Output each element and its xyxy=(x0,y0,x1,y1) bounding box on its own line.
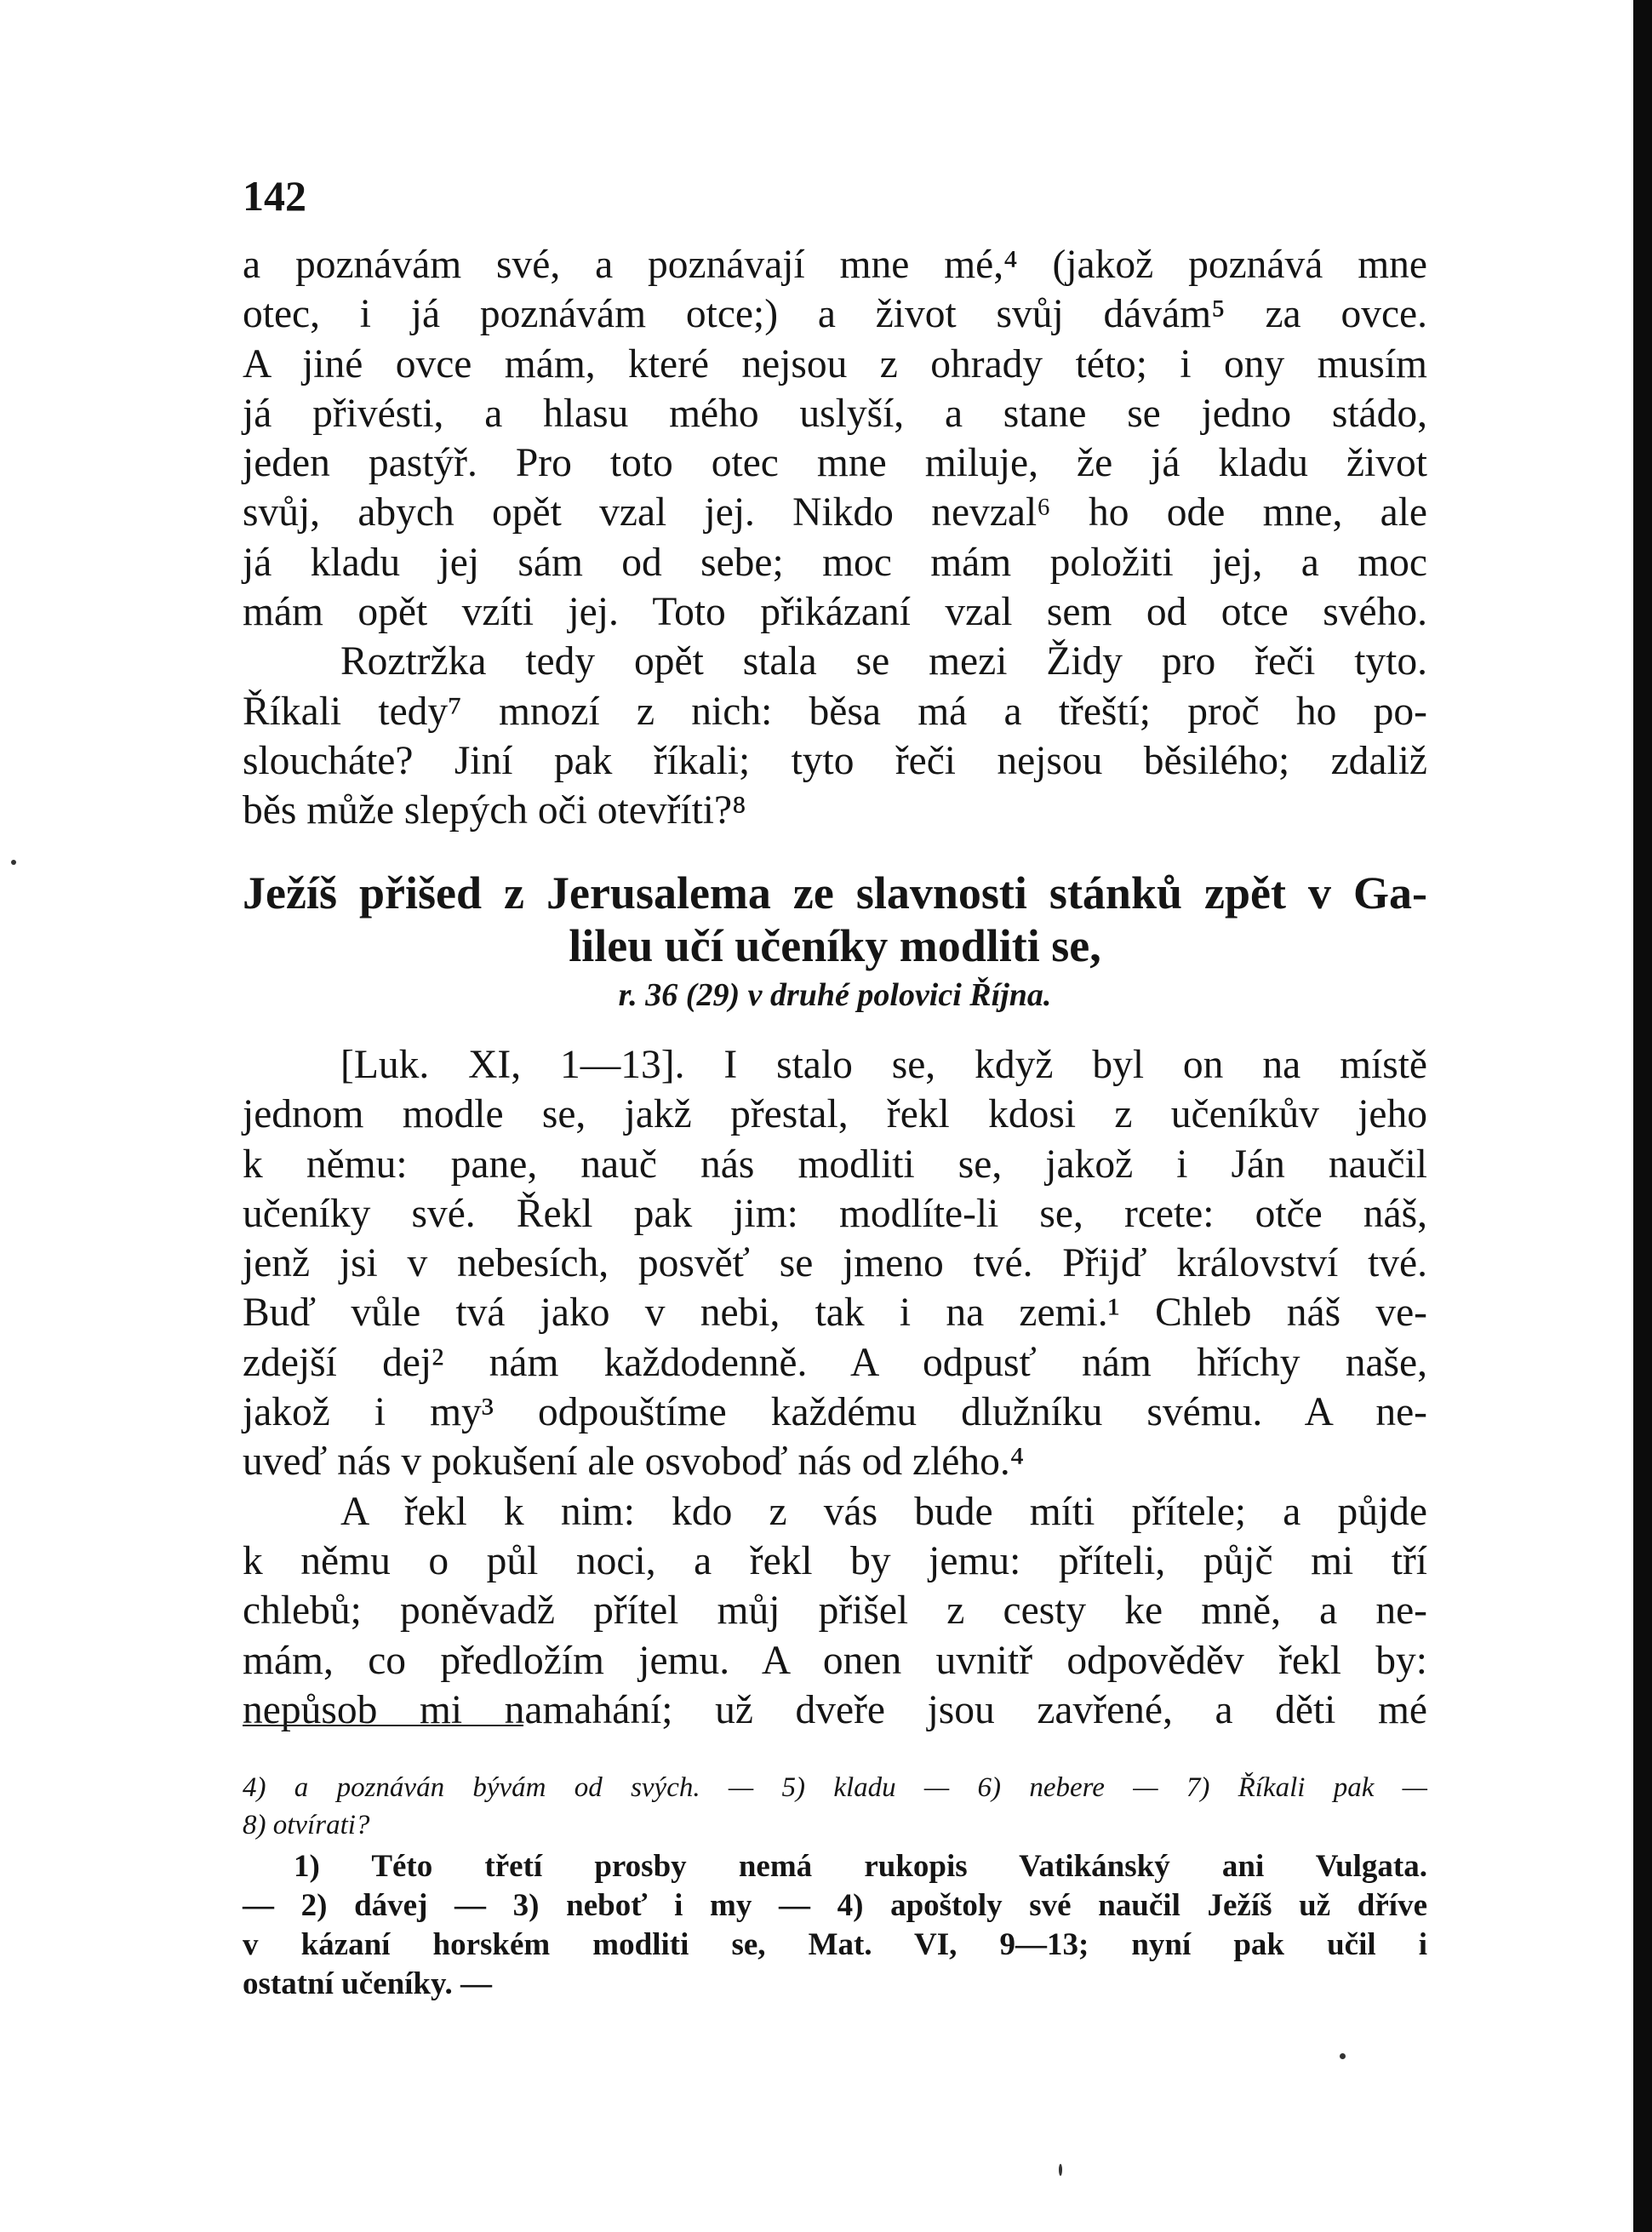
heading-date-line: r. 36 (29) v druhé polovici Října. xyxy=(618,977,1052,1013)
body-text-bottom xyxy=(243,1040,1427,1735)
paper-speck xyxy=(1059,2164,1062,2176)
footnote-line: 8) otvírati? xyxy=(243,1810,370,1840)
footnotes-first-group xyxy=(243,1769,1427,1844)
scan-edge-border xyxy=(1633,0,1652,2232)
footnotes-second-group xyxy=(243,1847,1427,2004)
text-line: A jiné ovce mám, které nejsou z ohrady této; i ony musím xyxy=(243,341,1427,386)
text-line: běs může slepých oči otevříti?⁸ xyxy=(243,788,746,833)
text-line: mám, co předložím jemu. A onen uvnitř odpověděv řekl by: xyxy=(243,1638,1427,1683)
text-line: jeden pastýř. Pro toto otec mne miluje, že já kladu život xyxy=(243,441,1427,486)
section-heading xyxy=(243,867,1427,1018)
footnote-line: 1) Této třetí prosby nemá rukopis Vatikánský ani Vulgata. xyxy=(294,1849,1427,1884)
text-line: Říkali tedy⁷ mnozí z nich: běsa má a třeští; proč ho po- xyxy=(243,689,1427,734)
paper-speck xyxy=(1340,2053,1346,2059)
heading-line-2: lileu učí učeníky modliti se, xyxy=(569,920,1101,971)
text-line: učeníky své. Řekl pak jim: modlíte-li se, rcete: otče náš, xyxy=(243,1191,1427,1236)
text-line: A řekl k nim: kdo z vás bude míti přítele; a půjde xyxy=(340,1489,1427,1534)
heading-line-1: Ježíš přišed z Jerusalema ze slavnosti stánků zpět v Ga- xyxy=(243,867,1427,919)
page-number: 142 xyxy=(243,172,306,220)
text-line: jednom modle se, jakž přestal, řekl kdosi z učeníkův jeho xyxy=(243,1092,1427,1137)
footnote-divider xyxy=(243,1725,523,1726)
text-line: Buď vůle tvá jako v nebi, tak i na zemi.¹ Chleb náš ve- xyxy=(243,1291,1427,1336)
text-line: Roztržka tedy opět stala se mezi Židy pro řeči tyto. xyxy=(340,639,1427,684)
text-line: sloucháte? Jiní pak říkali; tyto řeči nejsou běsilého; zdaliž xyxy=(243,738,1427,783)
text-line: nepůsob mi namahání; už dveře jsou zavřené, a děti mé xyxy=(243,1687,1427,1732)
footnote-line: — 2) dávej — 3) neboť i my — 4) apoštoly své naučil Ježíš už dříve xyxy=(243,1888,1427,1923)
text-line: jenž jsi v nebesích, posvěť se jmeno tvé. Přijď království tvé. xyxy=(243,1241,1427,1286)
footnote-line: v kázaní horském modliti se, Mat. VI, 9—13; nyní pak učil i xyxy=(243,1927,1427,1962)
text-line: a poznávám své, a poznávají mne mé,⁴ (jakož poznává mne xyxy=(243,243,1427,287)
text-line: zdejší dej² nám každodenně. A odpusť nám hříchy naše, xyxy=(243,1340,1427,1385)
footnote-line: 4) a poznáván bývám od svých. — 5) kladu — 6) nebere — 7) Říkali pak — xyxy=(243,1772,1427,1803)
text-line: k němu o půl noci, a řekl by jemu: příteli, půjč mi tří xyxy=(243,1538,1427,1583)
body-text-top xyxy=(243,240,1427,836)
text-line: k němu: pane, nauč nás modliti se, jakož i Ján naučil xyxy=(243,1142,1427,1187)
paper-speck xyxy=(11,860,16,865)
text-line: svůj, abych opět vzal jej. Nikdo nevzal⁶ ho ode mne, ale xyxy=(243,490,1427,535)
footnote-line: ostatní učeníky. — xyxy=(243,1966,492,2001)
text-line: uveď nás v pokušení ale osvoboď nás od zlého.⁴ xyxy=(243,1439,1025,1485)
text-line: mám opět vzíti jej. Toto přikázaní vzal sem od otce svého. xyxy=(243,590,1427,635)
text-line: [Luk. XI, 1—13]. I stalo se, když byl on na místě xyxy=(340,1043,1427,1087)
text-line: jakož i my³ odpouštíme každému dlužníku svému. A ne- xyxy=(243,1390,1427,1435)
text-line: já přivésti, a hlasu mého uslyší, a stane se jedno stádo, xyxy=(243,391,1427,436)
text-line: já kladu jej sám od sebe; moc mám položiti jej, a moc xyxy=(243,540,1427,585)
text-line: chlebů; poněvadž přítel můj přišel z cesty ke mně, a ne- xyxy=(243,1588,1427,1634)
text-line: otec, i já poznávám otce;) a život svůj dávám⁵ za ovce. xyxy=(243,292,1427,337)
